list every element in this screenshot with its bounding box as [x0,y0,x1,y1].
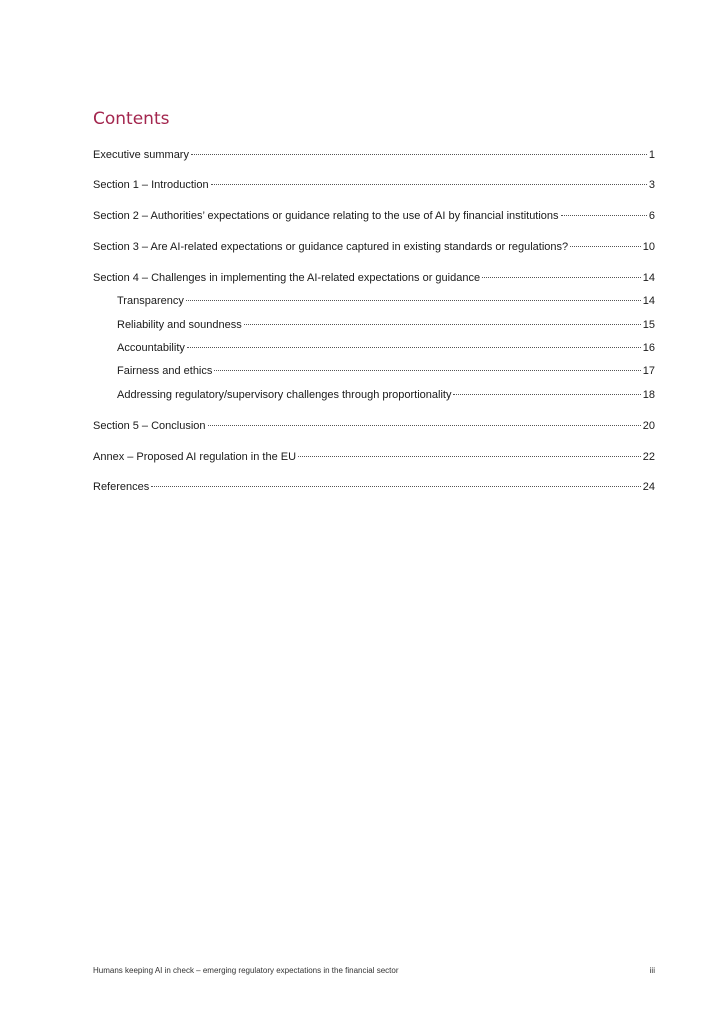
toc-entry-section-3[interactable] [93,240,655,254]
toc-entry-label: References [93,481,150,493]
toc-entry-label: Annex – Proposed AI regulation in the EU [93,451,297,463]
toc-entry-annex[interactable] [93,450,655,464]
dot-leader [561,215,647,216]
toc-subentry-accountability[interactable] [117,341,655,355]
toc-entry-label: Section 4 – Challenges in implementing the AI-related expectations or guidance [93,272,481,284]
dot-leader [187,347,641,348]
dot-leader [244,324,641,325]
dot-leader [186,300,641,301]
toc-entry-label: Addressing regulatory/supervisory challenges through proportionality [117,389,452,401]
toc-entry-page: 1 [648,149,655,161]
contents-heading: Contents [93,109,170,129]
toc-entry-page: 18 [642,389,655,401]
footer-page-number: iii [649,966,655,975]
toc-subentry-fairness[interactable] [117,364,655,378]
toc-entry-label: Section 5 – Conclusion [93,420,206,432]
dot-leader [211,184,647,185]
toc-entry-page: 22 [642,451,655,463]
toc-subentry-transparency[interactable] [117,294,655,308]
toc-entry-page: 15 [642,319,655,331]
dot-leader [191,154,647,155]
toc-subentry-reliability[interactable] [117,318,655,332]
toc-subentry-proportionality[interactable] [117,388,655,402]
dot-leader [214,370,640,371]
toc-entry-label: Section 3 – Are AI-related expectations or guidance captured in existing standards or regulations? [93,241,569,253]
toc-entry-label: Section 2 – Authorities’ expectations or guidance relating to the use of AI by financial institutions [93,210,559,222]
toc-entry-page: 6 [648,210,655,222]
toc-entry-label: Section 1 – Introduction [93,179,209,191]
page-footer [93,966,655,975]
dot-leader [453,394,640,395]
toc-entry-page: 3 [648,179,655,191]
toc-entry-section-1[interactable] [93,178,655,192]
toc-entry-page: 14 [642,272,655,284]
toc-entry-section-5[interactable] [93,419,655,433]
toc-entry-section-4[interactable] [93,271,655,285]
toc-entry-executive-summary[interactable] [93,148,655,162]
toc-entry-label: Fairness and ethics [117,365,213,377]
toc-entry-label: Reliability and soundness [117,319,242,331]
toc-entry-label: Transparency [117,295,184,307]
footer-title: Humans keeping AI in check – emerging regulatory expectations in the financial sector [93,966,399,975]
dot-leader [151,486,640,487]
dot-leader [482,277,641,278]
dot-leader [570,246,641,247]
dot-leader [298,456,641,457]
toc-entry-page: 14 [642,295,655,307]
toc-entry-references[interactable] [93,480,655,494]
toc-entry-label: Executive summary [93,149,189,161]
toc-entry-section-2[interactable] [93,209,655,223]
toc-entry-label: Accountability [117,342,185,354]
toc-entry-page: 17 [642,365,655,377]
toc-entry-page: 16 [642,342,655,354]
dot-leader [208,425,641,426]
toc-entry-page: 10 [642,241,655,253]
toc-entry-page: 20 [642,420,655,432]
toc-entry-page: 24 [642,481,655,493]
